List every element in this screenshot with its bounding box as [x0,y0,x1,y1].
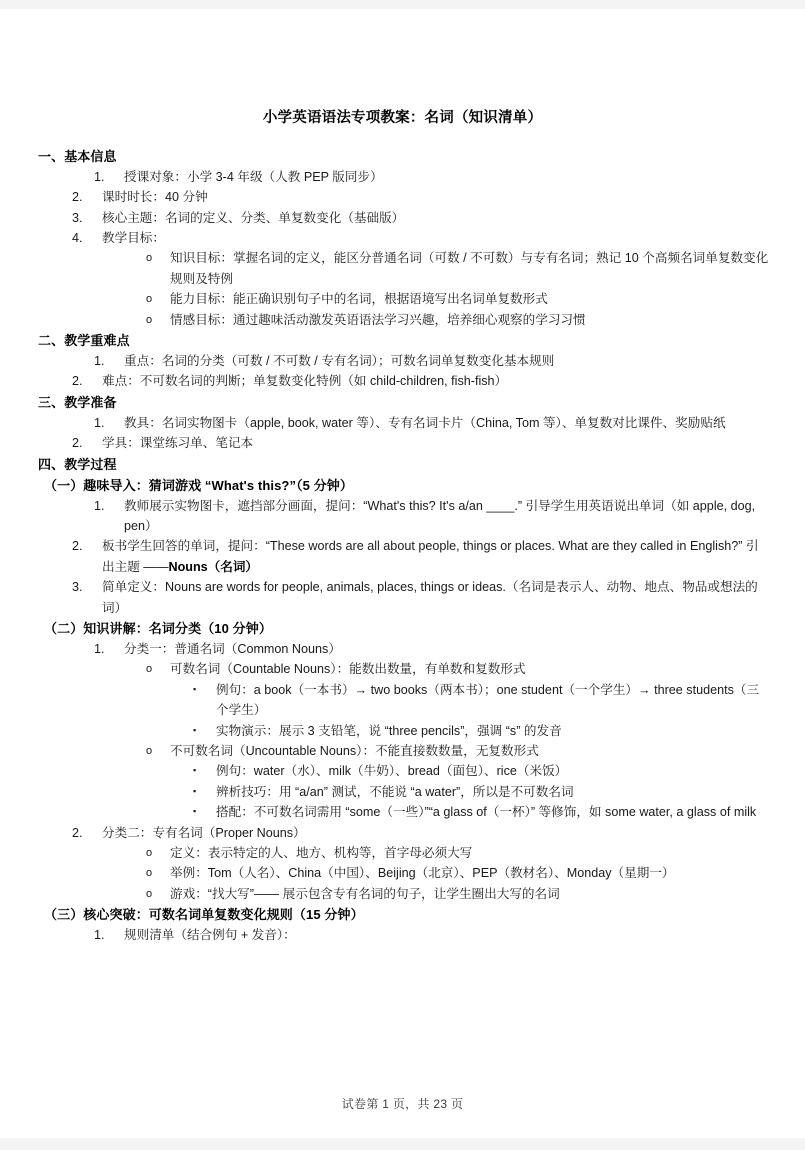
list-item [36,413,769,433]
list-text-plain: 板书学生回答的单词，提问：“These words are all about people, things or places. What are they called in English?” 引出主题 —— [102,539,759,574]
list-text: 辨析技巧：用 “a/an” 测试，不能说 “a water”，所以是不可数名词 [216,784,574,799]
list-text: 教师展示实物图卡，遮挡部分画面，提问：“What's this? It's a/an ____.” 引导学生用英语说出单词（如 apple, dog, pen） [124,498,756,534]
list-text-emphasis: Nouns（名词） [168,559,259,574]
list-marker-square: ▪ [193,765,197,776]
list-item [36,248,769,289]
list-marker: 3. [72,580,83,595]
list-item [36,228,769,248]
list-item [36,863,769,883]
list-text: 实物演示：展示 3 支铅笔，说 “three pencils”，强调 “s” 的发音 [216,723,562,738]
list-item [36,536,769,577]
list-text: 定义：表示特定的人、地方、机构等，首字母必须大写 [170,845,473,860]
list-item [36,187,769,207]
list-item [36,208,769,228]
list-marker: 2. [72,539,83,554]
list-marker-circle: o [146,313,153,326]
list-marker-circle: o [146,846,153,859]
subsection-heading-warmup: （一）趣味导入：猜词游戏 “What's this?”（5 分钟） [44,477,354,493]
list-text: 规则清单（结合例句 + 发音）： [124,928,296,943]
list-text: 教具：名词实物图卡（apple, book, water 等）、专有名词卡片（China, Tom 等）、单复数对比课件、奖励贴纸 [124,415,726,430]
list-text: 知识目标：掌握名词的定义，能区分普通名词（可数 / 不可数）与专有名词；熟记 10 个高频名词单复数变化规则及特例 [170,251,769,286]
list-marker-square: ▪ [193,724,197,735]
list-text [102,536,769,577]
list-item [36,823,769,843]
list-item [36,782,769,802]
list-text: 课时时长：40 分钟 [102,190,208,205]
list-item [36,659,769,679]
list-marker-circle: o [146,293,153,306]
list-text: 简单定义：Nouns are words for people, animals, places, things or ideas.（名词是表示人、动物、地点、物品或想法的词） [102,580,758,615]
list-marker: 2. [72,190,83,205]
section-heading-teaching-process: 四、教学过程 [38,456,117,472]
list-marker-circle: o [146,252,153,265]
list-item [36,167,769,187]
list-item [36,351,769,371]
list-text: 游戏：“找大写”—— 展示包含专有名词的句子，让学生圈出大写的名词 [170,886,560,901]
list-item [36,925,769,945]
page-top-margin-band [0,0,805,9]
list-item [36,741,769,761]
list-marker: 2. [72,436,83,451]
list-marker: 2. [72,374,83,389]
list-marker-square: ▪ [193,683,197,694]
list-marker: 3. [72,210,83,225]
list-item [36,310,769,330]
list-marker-circle: o [146,867,153,880]
list-item [36,496,769,537]
list-text: 不可数名词（Uncountable Nouns）：不能直接数数量，无复数形式 [170,744,539,759]
list-item [36,639,769,659]
list-marker-circle: o [146,745,153,758]
list-text: 举例：Tom（人名）、China（中国）、Beijing（北京）、PEP（教材名）、Monday（星期一） [170,866,675,881]
list-item [36,721,769,741]
list-marker: 1. [94,928,105,943]
list-item [36,802,769,822]
list-item [36,761,769,781]
list-marker: 4. [72,230,83,245]
page-title: 小学英语语法专项教案：名词（知识清单） [262,110,543,126]
list-text: 难点：不可数名词的判断；单复数变化特例（如 child-children, fish-fish） [102,374,508,389]
list-marker: 1. [94,642,105,657]
list-text: 能力目标：能正确识别句子中的名词，根据语境写出名词单复数形式 [170,292,548,307]
list-text: 学具：课堂练习单、笔记本 [102,436,254,451]
list-marker-circle: o [146,887,153,900]
list-item [36,433,769,453]
list-text: 教学目标： [102,230,165,245]
list-text: 核心主题：名词的定义、分类、单复数变化（基础版） [102,210,405,225]
list-item [36,680,769,721]
section-heading-preparation: 三、教学准备 [38,394,117,410]
list-item [36,289,769,309]
list-marker: 1. [94,415,105,430]
list-item [36,371,769,391]
document-content [0,108,805,946]
list-text: 例句：a book（一本书）→ two books（两本书）；one student（一个学生）→ three students（三个学生） [216,682,760,718]
list-marker-circle: o [146,663,153,676]
list-text: 搭配：不可数名词需用 “some（一些）”“a glass of（一杯）” 等修饰，如 some water, a glass of milk [216,805,757,820]
list-marker-square: ▪ [193,785,197,796]
page-bottom-margin-band [0,1138,805,1150]
list-text: 例句：water（水）、milk（牛奶）、bread（面包）、rice（米饭） [216,764,568,779]
list-text: 情感目标：通过趣味活动激发英语语法学习兴趣，培养细心观察的学习习惯 [170,312,586,327]
list-text: 分类一：普通名词（Common Nouns） [124,642,341,657]
list-item [36,577,769,618]
list-text: 分类二：专有名词（Proper Nouns） [102,825,306,840]
list-marker: 2. [72,825,83,840]
list-text: 重点：名词的分类（可数 / 不可数 / 专有名词）；可数名词单复数变化基本规则 [124,353,555,368]
list-item [36,843,769,863]
subsection-heading-plural-rules: （三）核心突破：可数名词单复数变化规则（15 分钟） [44,907,364,923]
list-text: 授课对象：小学 3-4 年级（人教 PEP 版同步） [124,169,383,184]
page-footer: 试卷第 1 页，共 23 页 [341,1097,464,1111]
list-marker: 1. [94,169,105,184]
list-text: 可数名词（Countable Nouns）：能数出数量，有单数和复数形式 [170,662,526,677]
list-marker: 1. [94,498,105,513]
list-marker-square: ▪ [193,806,197,817]
section-heading-key-points: 二、教学重难点 [38,332,130,348]
list-marker: 1. [94,353,105,368]
list-item [36,884,769,904]
subsection-heading-noun-categories: （二）知识讲解：名词分类（10 分钟） [44,621,272,637]
section-heading-basic-info: 一、基本信息 [38,148,117,164]
